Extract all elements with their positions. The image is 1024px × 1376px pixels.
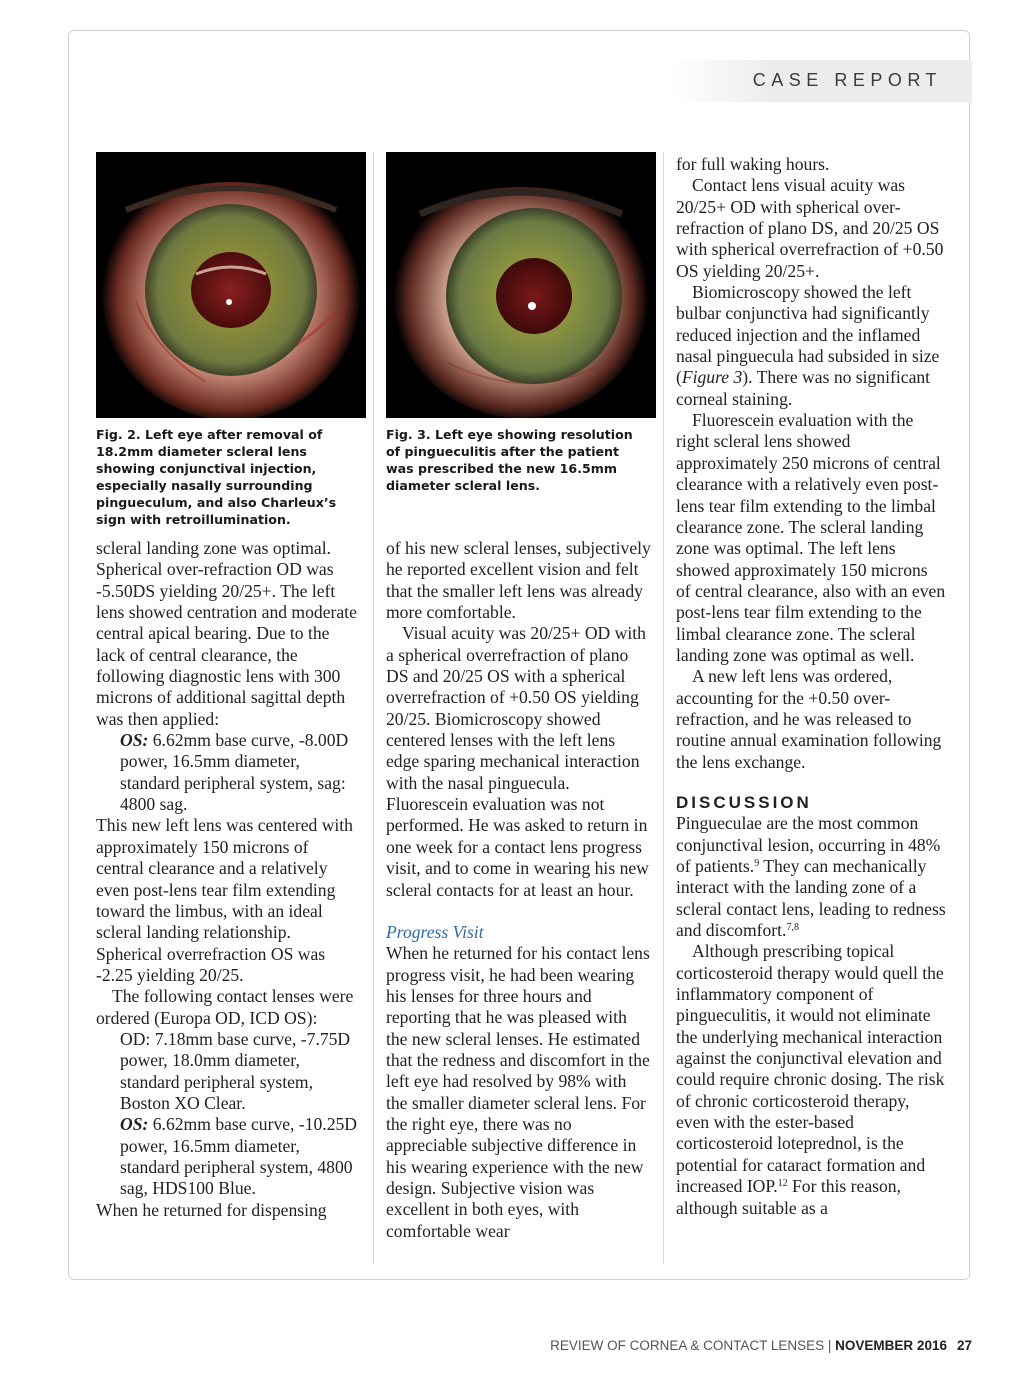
paragraph: When he returned for dispensing	[96, 1199, 327, 1220]
figure-reference: Figure 3	[681, 367, 743, 388]
paragraph: The following contact lenses were ordered (Europa OD, ICD OS):	[96, 986, 354, 1028]
paragraph: When he returned for his contact lens progress visit, he had been wearing his lenses for three hours and reporting that he was pleased with the new scleral lenses. He estimated that the redness and discomfort in the left eye had resolved by 98% with the smaller diameter scleral lens. For the right eye, there was no appreciable subjective difference in his wearing experience with the new design. Subjective vision was excellent in both eyes, with comfortable wear	[386, 943, 650, 1241]
figure-3-photo	[386, 152, 656, 418]
text-run: Biomicroscopy showed the left bulbar conjunctiva had significantly reduced injection and the inflamed nasal pinguecula had subsided in size (	[676, 282, 940, 388]
column-divider	[373, 152, 374, 1264]
text-run: For this reason, although suitable as a	[676, 1176, 901, 1218]
figure-2-caption: Fig. 2. Left eye after removal of 18.2mm diameter scleral lens showing conjunctival injection, especially nasally surrounding pingueculum, and also Charleux’s sign with retroillumination.	[96, 427, 337, 527]
figure-3-caption: Fig. 3. Left eye showing resolution of pingueculitis after the patient was prescribed the new 16.5mm diameter scleral lens.	[386, 427, 633, 493]
citation: 9	[754, 858, 760, 869]
paragraph: of his new scleral lenses, subjectively he reported excellent vision and felt that the smaller left lens was already more comfortable.	[386, 538, 651, 623]
column-2	[386, 538, 652, 1242]
subheading-progress-visit: Progress Visit	[386, 921, 484, 942]
lens-spec-od: OD: 7.18mm base curve, -7.75D power, 18.0mm diameter, standard peripheral system, Boston XO Clear.	[120, 1028, 351, 1113]
citation: 12	[777, 1178, 788, 1190]
eye-photo-fig3	[386, 152, 656, 418]
page-footer	[550, 1338, 972, 1353]
eye-photo-fig2	[96, 152, 366, 418]
paragraph: scleral landing zone was optimal. Spherical over-refraction OD was -5.50DS yielding 20/25+. The left lens showed centration and moderate central apical bearing. Due to the lack of central clearance, the following diagnostic lens with 300 microns of additional sagittal depth was then applied:	[96, 538, 357, 729]
figure-2-photo	[96, 152, 366, 418]
journal-name: REVIEW OF CORNEA & CONTACT LENSES |	[550, 1338, 836, 1353]
paragraph: Fluorescein evaluation with the right scleral lens showed approximately 250 microns of central clearance with a relatively even post-lens tear film extending to the limbal clearance zone. The scleral landing zone was optimal. The left lens showed approximately 150 microns of central clearance, also with an even post-lens tear film extending to the limbal clearance zone. The scleral landing zone was optimal as well.	[676, 410, 946, 665]
paragraph	[676, 941, 946, 1218]
paragraph: for full waking hours.	[676, 154, 830, 174]
page-number: 27	[956, 1338, 972, 1353]
paragraph: This new left lens was centered with approximately 150 microns of central clearance and a relatively even post-lens tear film extending toward the limbus, with an ideal scleral landing relationship. Spherical overrefraction OS was -2.25 yielding 20/25.	[96, 815, 353, 985]
lens-spec-text: 6.62mm base curve, -8.00D power, 16.5mm diameter, standard peripheral system, sag: 4800 sag.	[120, 730, 349, 815]
paragraph	[676, 813, 946, 941]
paragraph: Contact lens visual acuity was 20/25+ OD with spherical over-refraction of plano DS, and 20/25 OS with spherical overrefraction of +0.50 OS yielding 20/25+.	[676, 175, 944, 281]
column-3	[676, 154, 946, 1219]
section-label: CASE REPORT	[752, 70, 942, 90]
paragraph	[676, 282, 946, 410]
lens-spec-os-diagnostic	[96, 730, 358, 815]
text-run: They can mechanically interact with the landing zone of a scleral contact lens, leading to redness and discomfort.	[676, 856, 946, 941]
text-run: ). There was no significant corneal staining.	[676, 367, 931, 409]
paragraph: Visual acuity was 20/25+ OD with a spherical overrefraction of plano DS and 20/25 OS with a spherical overrefraction of +0.50 OS yielding 20/25. Biomicroscopy showed centered lenses with the left lens edge sparing mechanical interaction with the nasal pinguecula. Fluorescein evaluation was not performed. He was asked to return in one week for a contact lens progress visit, and to come in wearing his new scleral contacts for at least an hour.	[386, 623, 649, 900]
lens-spec-os-ordered	[96, 1114, 358, 1199]
paragraph: A new left lens was ordered, accounting for the +0.50 over-refraction, and he was released to routine annual examination following the lens exchange.	[676, 666, 942, 772]
issue-date: NOVEMBER 2016	[835, 1338, 947, 1353]
column-divider	[663, 152, 664, 1264]
lens-spec-text: 6.62mm base curve, -10.25D power, 16.5mm diameter, standard peripheral system, 4800 sag, HDS100 Blue.	[120, 1114, 357, 1199]
citation: 7,8	[786, 922, 799, 934]
text-run: Pingueculae are the most common conjunctival lesion, occurring in 48% of patients.	[676, 813, 941, 876]
section-heading-discussion: DISCUSSION	[676, 792, 812, 812]
lens-label: OS:	[120, 1114, 149, 1135]
lens-label: OS:	[120, 730, 149, 751]
column-1	[96, 538, 358, 1221]
text-run: Although prescribing topical corticosteroid therapy would quell the inflammatory component of pingueculitis, it would not eliminate the underlying mechanical interaction against the conjunctival elevation and could require chronic dosing. The risk of chronic corticosteroid therapy, even with the ester-based corticosteroid loteprednol, is the potential for cataract formation and increased IOP.	[676, 941, 945, 1197]
